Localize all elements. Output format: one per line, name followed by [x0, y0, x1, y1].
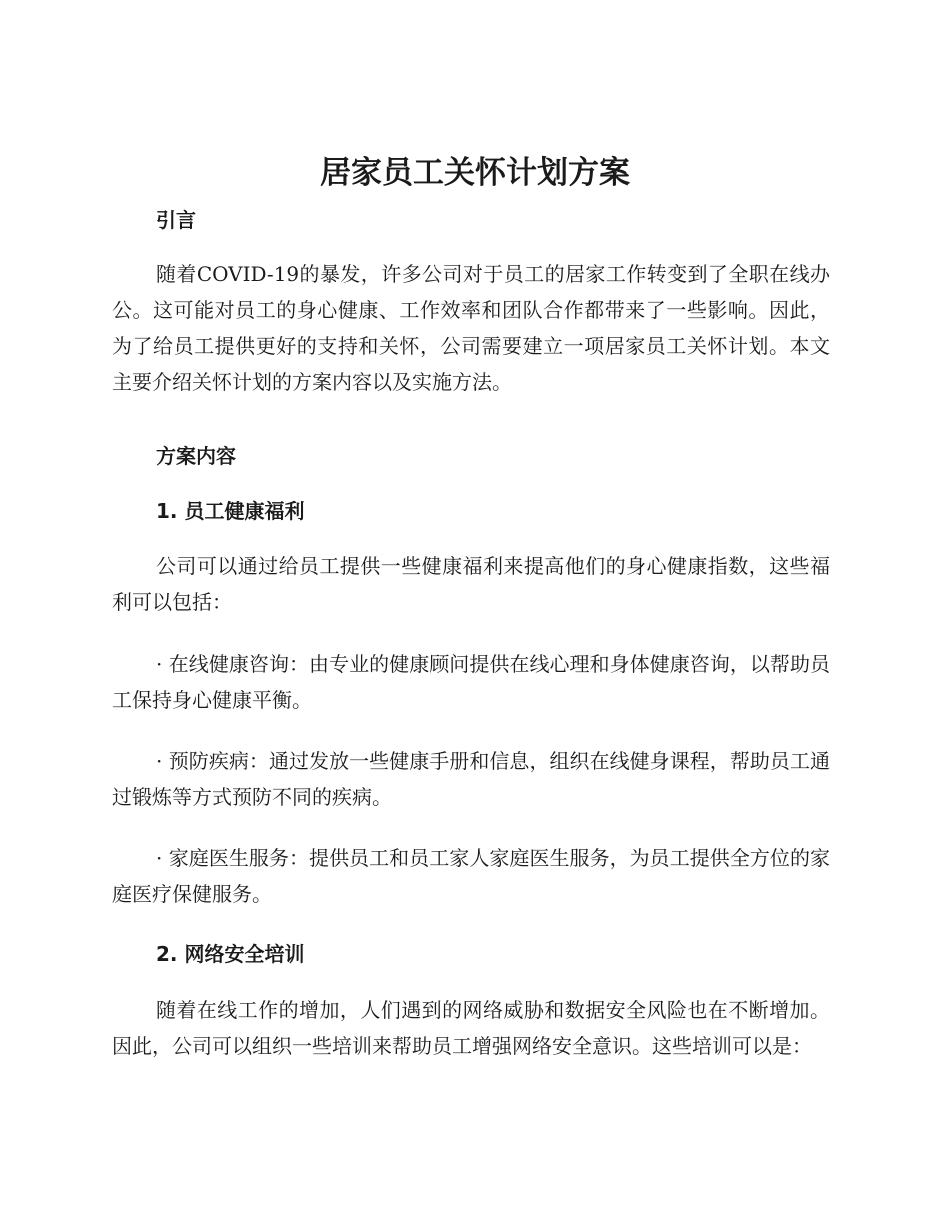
- section2-heading: 2. 网络安全培训: [156, 942, 305, 966]
- list-item: · 预防疾病：通过发放一些健康手册和信息，组织在线健身课程，帮助员工通过锻炼等方式预防不同的疾病。: [112, 749, 830, 809]
- list-item: · 家庭医生服务：提供员工和员工家人家庭医生服务，为员工提供全方位的家庭医疗保健服务。: [112, 846, 830, 906]
- section1-heading: 1. 员工健康福利: [156, 499, 305, 523]
- plan-heading: 方案内容: [156, 444, 236, 468]
- section2-paragraph: 随着在线工作的增加，人们遇到的网络威胁和数据安全风险也在不断增加。因此，公司可以组织一些培训来帮助员工增强网络安全意识。这些培训可以是：: [112, 998, 830, 1058]
- document-title: 居家员工关怀计划方案: [320, 155, 630, 191]
- intro-paragraph: 随着COVID-19的暴发，许多公司对于员工的居家工作转变到了全职在线办公。这可能对员工的身心健康、工作效率和团队合作都带来了一些影响。因此，为了给员工提供更好的支持和关怀，公司需要建立一项居家员工关怀计划。本文主要介绍关怀计划的方案内容以及实施方法。: [112, 262, 830, 394]
- list-item: · 在线健康咨询：由专业的健康顾问提供在线心理和身体健康咨询，以帮助员工保持身心健康平衡。: [112, 652, 830, 712]
- section1-paragraph: 公司可以通过给员工提供一些健康福利来提高他们的身心健康指数，这些福利可以包括：: [112, 554, 830, 614]
- intro-heading: 引言: [156, 208, 196, 232]
